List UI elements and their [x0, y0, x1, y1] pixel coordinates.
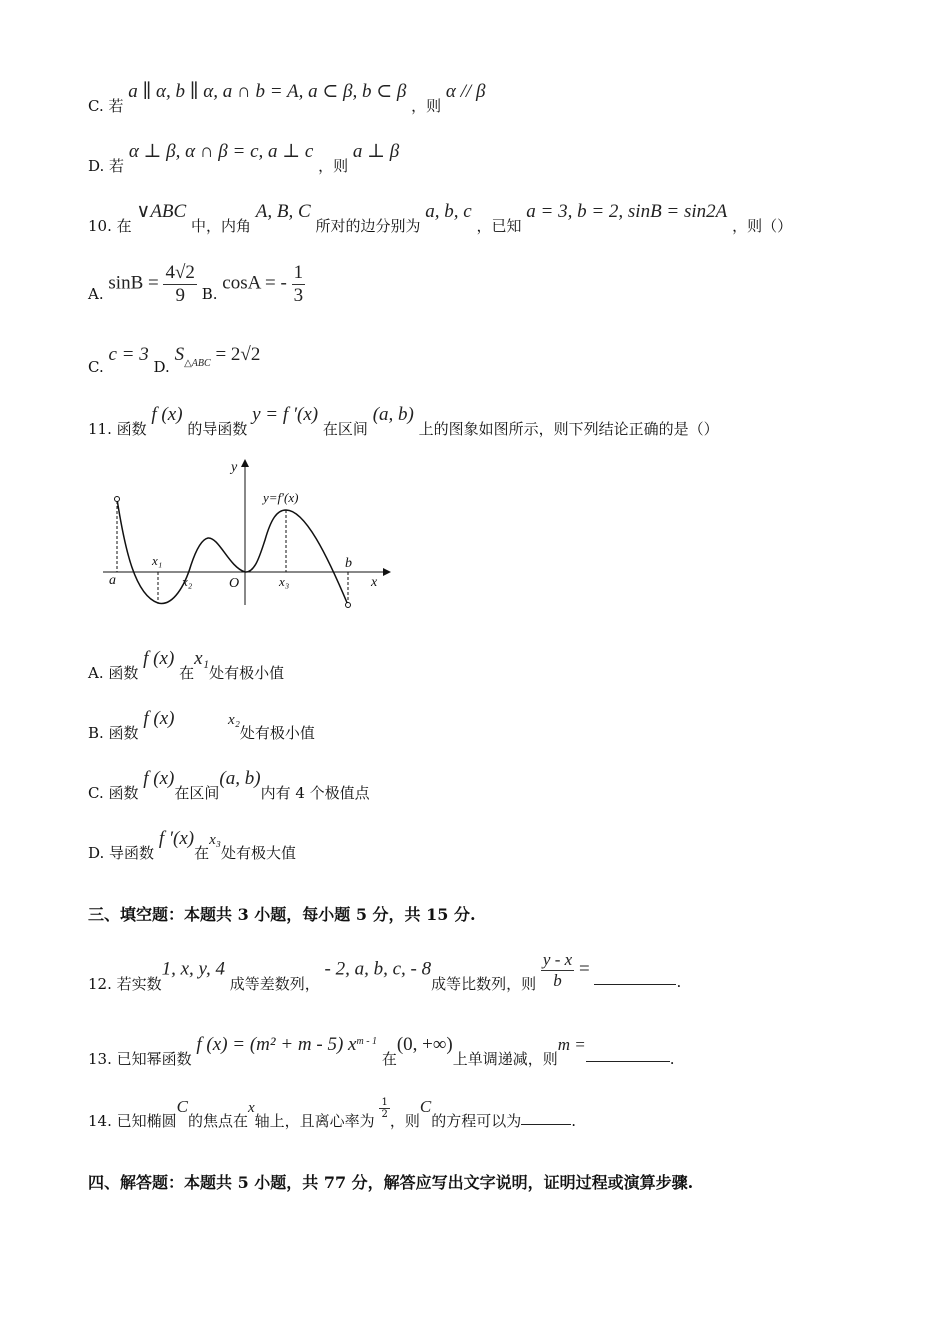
q10-d-label: D. [153, 358, 170, 376]
q9-d-result: a ⊥ β [352, 141, 400, 162]
q10-text: 中，内角 [190, 217, 251, 235]
q12-number: 12. 若实数 [88, 974, 162, 993]
q14-end: . [571, 1112, 576, 1130]
label-x1: x₁ [152, 553, 163, 568]
q11-f: f (x) [151, 404, 183, 425]
q10-b-label: B. [201, 284, 218, 303]
q11-number: 11. 函数 [88, 420, 147, 438]
q9-d-then: ，则 [318, 157, 349, 175]
q14-text: 轴上，且离心率为 [254, 1112, 375, 1130]
q11-d-label: D. 导函数 [88, 844, 155, 862]
q10-text: 所对的边分别为 [315, 217, 421, 235]
q9-c-label: C. 若 [88, 97, 124, 115]
q12-fraction [541, 950, 574, 991]
q14-text: ，则 [389, 1112, 420, 1130]
q13-answer-blank[interactable] [586, 1061, 670, 1062]
q11-d-f: f ′(x) [158, 828, 195, 849]
q12-answer-blank[interactable] [594, 984, 676, 985]
q11-option-d [88, 828, 296, 862]
q11-d-text: 在 [194, 844, 210, 862]
q11-a-label: A. 函数 [88, 664, 139, 682]
endpoint-a-circle [115, 497, 120, 502]
q11-option-c [88, 768, 370, 802]
q10-d-area-sub: △ABC [184, 358, 211, 369]
q11-c-text: 内有 4 个极值点 [260, 784, 370, 802]
q11-c-f: f (x) [143, 768, 175, 789]
q13 [88, 1034, 675, 1068]
fraction-numerator: 4√2 [165, 262, 195, 283]
label-b: b [345, 556, 352, 571]
q10-options-ab [88, 262, 305, 307]
q13-exponent: m - 1 [356, 1036, 378, 1047]
q11-text: 在区间 [322, 420, 368, 438]
q10-b-fraction [292, 262, 306, 307]
label-a: a [109, 573, 116, 588]
q13-text: 在 [381, 1050, 397, 1068]
q10-c-label: C. [88, 358, 104, 376]
q11-a-text: 在 [179, 664, 195, 682]
q11-text: 上的图象如图所示，则下列结论正确的是（） [418, 420, 719, 438]
q10-text: ，则（） [732, 217, 793, 235]
q12-end: . [676, 972, 682, 991]
q13-var: m = [557, 1035, 586, 1054]
q13-end: . [669, 1050, 675, 1068]
q12-seq2: - 2, a, b, c, - 8 [324, 958, 432, 980]
label-x3: x₃ [279, 574, 290, 589]
q11-a-f: f (x) [143, 648, 175, 669]
q13-function: f (x) = (m² + m - 5) x [196, 1034, 357, 1055]
q14-x: x [247, 1100, 255, 1116]
fraction-numerator: y - x [542, 950, 573, 969]
section-3-heading: 三、填空题：本题共 3 小题，每小题 5 分，共 15 分. [88, 905, 476, 924]
q11-fprime: y = f ′(x) [252, 404, 319, 425]
fraction-denominator: 2 [381, 1108, 388, 1120]
q11-b-f: f (x) [143, 708, 175, 729]
q11-d-x: x₃ [209, 832, 221, 848]
q12-equals: = [578, 958, 590, 980]
q14-eccentricity-fraction [379, 1097, 389, 1120]
fraction-denominator: b [553, 971, 562, 990]
label-y: y [231, 460, 238, 475]
q13-text: 上单调递减，则 [452, 1050, 558, 1068]
q11-stem [88, 404, 719, 438]
q11-option-b [88, 708, 315, 742]
q9-c-condition: a ∥ α, b ∥ α, a ∩ b = A, a ⊂ β, b ⊂ β [128, 81, 407, 102]
q14-text: 的方程可以为 [431, 1112, 522, 1130]
q10-angles: A, B, C [255, 201, 311, 222]
q14 [88, 1096, 576, 1130]
q10-d-area: S [174, 344, 185, 365]
q10-text: ，已知 [476, 217, 522, 235]
q9-d-condition: α ⊥ β, α ∩ β = c, a ⊥ c [128, 141, 314, 162]
q11-a-text: 处有极小值 [209, 664, 285, 682]
q12-text: 成等差数列， [229, 974, 320, 993]
q9-option-c [88, 80, 486, 115]
q11-b-x: x₂ [228, 712, 240, 728]
q11-text: 的导函数 [187, 420, 248, 438]
q14-c2: C [419, 1097, 432, 1116]
q11-c-label: C. 函数 [88, 784, 139, 802]
q14-answer-blank[interactable] [521, 1124, 571, 1125]
q10-sides: a, b, c [425, 201, 472, 222]
q10-d-rhs: = 2√2 [215, 344, 261, 365]
q10-options-cd [88, 344, 261, 376]
q14-number: 14. 已知椭圆 [88, 1112, 177, 1130]
q9-option-d [88, 140, 400, 175]
q11-c-text: 在区间 [174, 784, 220, 802]
q11-c-interval: (a, b) [219, 768, 261, 789]
q10-a-label: A. [88, 284, 104, 303]
q11-a-x: x₁ [194, 648, 210, 669]
label-origin: O [229, 576, 240, 591]
q11-interval: (a, b) [372, 404, 414, 425]
label-x2: x₂ [182, 574, 193, 589]
q12-seq1: 1, x, y, 4 [161, 958, 225, 980]
x-axis-arrow-icon [383, 568, 391, 576]
q12-text: 成等比数列，则 [431, 974, 537, 993]
q11-b-text: 处有极小值 [239, 724, 315, 742]
q10-c-math: c = 3 [108, 344, 149, 365]
q10-a-fraction [163, 262, 196, 307]
q10-triangle: ∨ABC [136, 201, 187, 222]
q10-number: 10. 在 [88, 217, 132, 235]
endpoint-b-circle [346, 603, 351, 608]
q10-stem [88, 200, 793, 235]
q9-c-result: α // β [445, 81, 486, 102]
label-curve: y=f′(x) [263, 490, 299, 505]
label-x: x [371, 575, 378, 590]
q14-text: 的焦点在 [187, 1112, 248, 1130]
q9-c-then: ，则 [411, 97, 442, 115]
q10-b-lhs: cosA = - [222, 272, 287, 294]
q10-a-lhs: sinB = [108, 272, 159, 294]
y-axis-arrow-icon [241, 459, 249, 467]
q11-derivative-graph [95, 455, 395, 615]
q13-interval: (0, +∞) [396, 1034, 453, 1055]
q9-d-label: D. 若 [88, 157, 125, 175]
q11-option-a [88, 648, 285, 682]
fraction-numerator: 1 [293, 262, 304, 283]
q10-given: a = 3, b = 2, sinB = sin2A [526, 201, 728, 222]
q11-b-label: B. 函数 [88, 724, 139, 742]
fraction-denominator: 9 [175, 285, 185, 306]
section-4-heading: 四、解答题：本题共 5 小题，共 77 分，解答应写出文字说明，证明过程或演算步骤. [88, 1173, 694, 1192]
q12 [88, 950, 681, 991]
q14-c: C [176, 1097, 188, 1116]
fraction-numerator: 1 [381, 1096, 388, 1108]
fraction-denominator: 3 [293, 285, 304, 306]
q11-d-text: 处有极大值 [220, 844, 296, 862]
q13-number: 13. 已知幂函数 [88, 1050, 192, 1068]
